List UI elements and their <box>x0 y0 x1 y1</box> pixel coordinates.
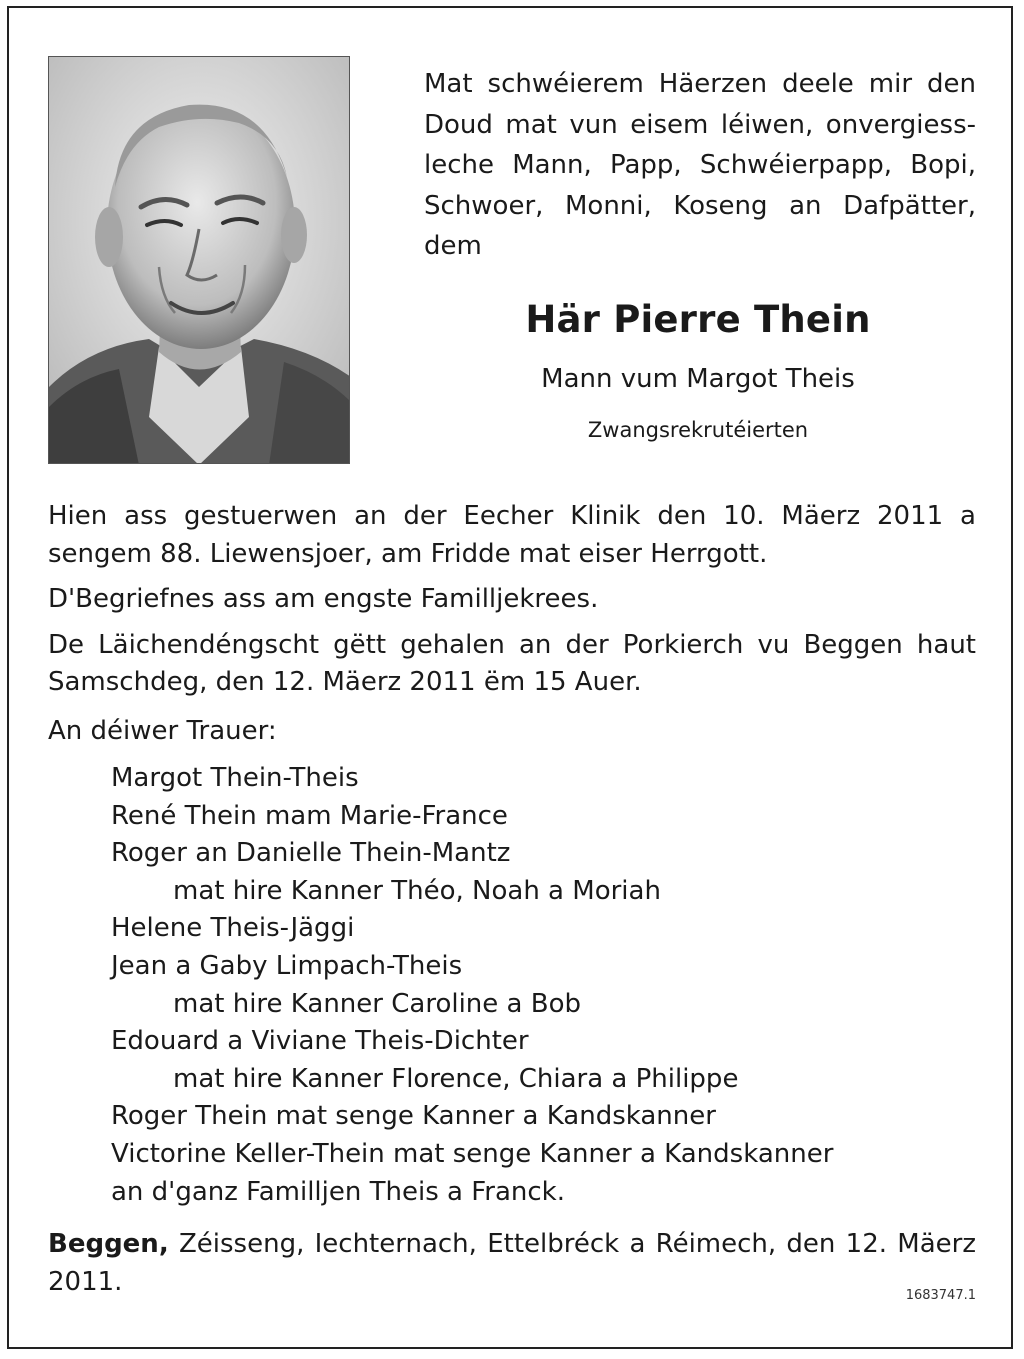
mourner-item: an d'ganz Familljen Theis a Franck. <box>111 1176 565 1207</box>
mourner-item: Victorine Keller-Thein mat senge Kanner a Kandskanner <box>111 1138 834 1169</box>
mourner-item: Edouard a Viviane Theis-Dichter <box>111 1026 529 1057</box>
intro-text: Mat schwéierem Häerzen deele mir den Doud mat vun eisem léiwen, onvergiess-leche Mann, Papp, Schwéierpapp, Bopi, Schwoer, Monni, Koseng an Dafpätter, dem <box>424 69 976 261</box>
death-details: Hien ass gestuerwen an der Eecher Klinik den 10. Mäerz 2011 a sengem 88. Liewensjoer, am Fridde mat eiser Herrgott. <box>48 501 976 569</box>
closing-line <box>48 1226 976 1301</box>
mourner-item: Margot Thein-Theis <box>111 763 359 793</box>
mourner-item: Roger Thein mat senge Kanner a Kandskanner <box>111 1101 716 1132</box>
announcement-body <box>48 498 976 710</box>
mourner-children-item: mat hire Kanner Florence, Chiara a Philippe <box>173 1063 739 1094</box>
mourner-item: Jean a Gaby Limpach-Theis <box>111 950 463 981</box>
closing-place: Beggen, <box>48 1229 169 1259</box>
remark-line: Zwangsrekrutéierten <box>587 418 809 442</box>
mourner-children-item: mat hire Kanner Caroline a Bob <box>173 988 581 1019</box>
mourner-children-item: mat hire Kanner Théo, Noah a Moriah <box>173 875 661 906</box>
funeral-service-details: De Läichendéngscht gëtt gehalen an der Porkierch vu Beggen haut Samschdeg, den 12. Mäerz 2011 ëm 15 Auer. <box>48 629 976 697</box>
closing-text: Zéisseng, Iechternach, Ettelbréck a Réimech, den 12. Mäerz 2011. <box>48 1229 976 1297</box>
portrait-illustration <box>49 57 350 464</box>
mourner-item: Helene Theis-Jäggi <box>111 913 355 944</box>
portrait-photo <box>48 56 350 464</box>
mourners-heading: An déiwer Trauer: <box>48 716 277 746</box>
deceased-name: Här Pierre Thein <box>525 298 871 341</box>
mourner-item: Roger an Danielle Thein-Mantz <box>111 838 511 869</box>
spouse-line: Mann vum Margot Theis <box>541 364 855 394</box>
mourner-item: René Thein mam Marie-France <box>111 800 508 831</box>
reference-number: 1683747.1 <box>905 1288 976 1303</box>
burial-details: D'Begriefnes ass am engste Familljekrees. <box>48 584 599 614</box>
mourners-list <box>111 760 971 1211</box>
